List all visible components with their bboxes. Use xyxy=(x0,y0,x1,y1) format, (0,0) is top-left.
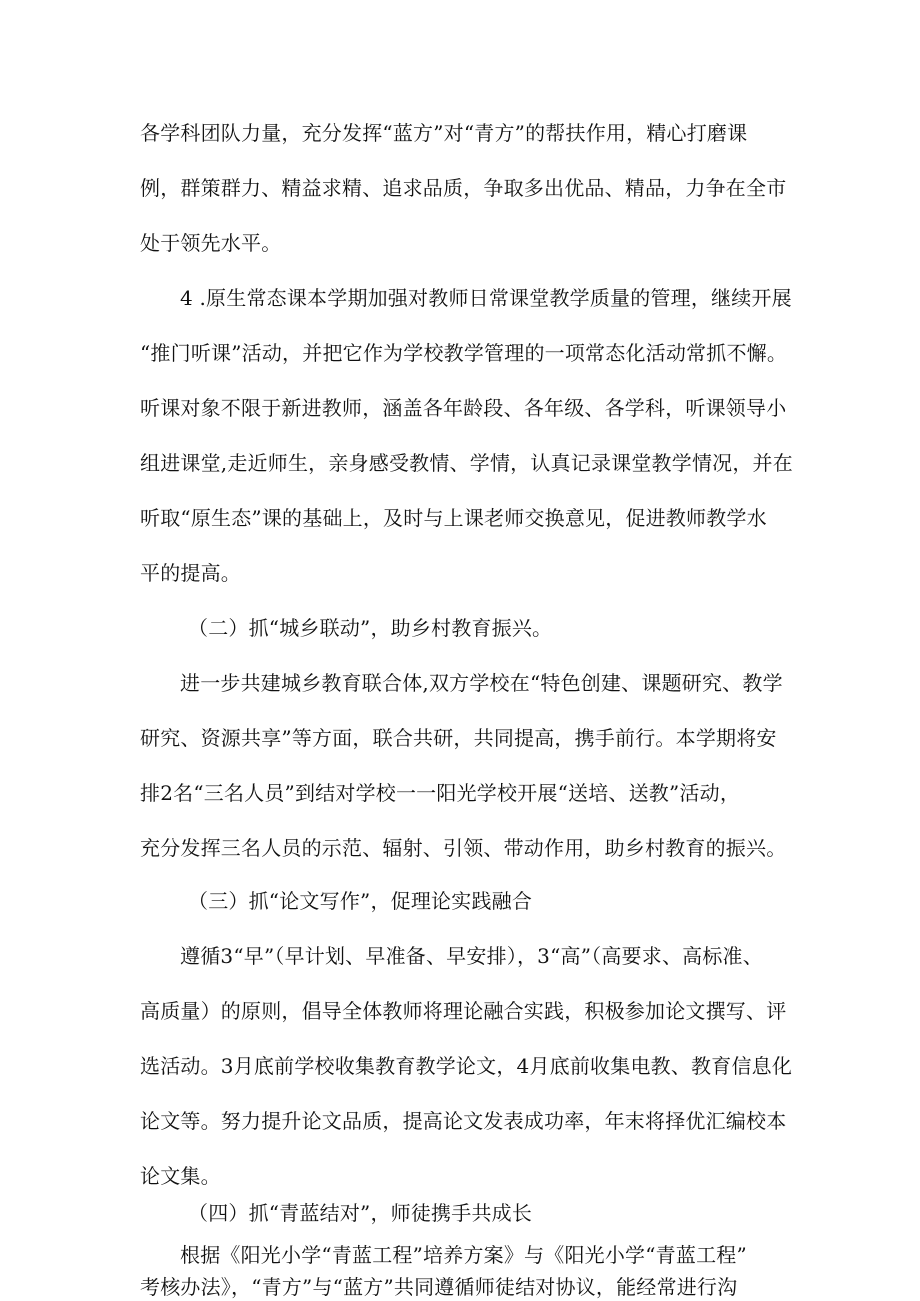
section-heading: （二）抓“城乡联动”，助乡村教育振兴。 xyxy=(188,616,553,640)
paragraph-line: 处于领先水平。 xyxy=(140,231,282,255)
paragraph-line: 高质量）的原则，倡导全体教师将理论融合实践，积极参加论文撰写、评 xyxy=(140,999,787,1023)
paragraph-line: 研究、资源共享”等方面，联合共研，共同提高，携手前行。本学期将安 xyxy=(140,726,777,750)
paragraph-line: 遵循3“早”（早计划、早准备、早安排），3“高”（高要求、高标准、 xyxy=(180,944,763,968)
paragraph-line: 论文集。 xyxy=(140,1164,221,1188)
section-heading: （四）抓“青蓝结对”，师徒携手共成长 xyxy=(188,1201,533,1225)
paragraph-line: 充分发挥三名人员的示范、辐射、引领、带动作用，助乡村教育的振兴。 xyxy=(140,836,787,860)
paragraph-line: 根据《阳光小学“青蓝工程”培养方案》与《阳光小学“青蓝工程” xyxy=(180,1243,747,1267)
paragraph-line: 论文等。努力提升论文品质，提高论文发表成功率，年末将择优汇编校本 xyxy=(140,1109,787,1133)
section-heading: （三）抓“论文写作”，促理论实践融合 xyxy=(188,889,533,913)
paragraph-line: 选活动。3月底前学校收集教育教学论文，4月底前收集电教、教育信息化 xyxy=(140,1054,793,1078)
paragraph-line: 例，群策群力、精益求精、追求品质，争取多出优品、精品，力争在全市 xyxy=(140,176,787,200)
paragraph-line: 听取“原生态”课的基础上，及时与上课老师交换意见，促进教师教学水 xyxy=(140,506,767,530)
paragraph-line: 考核办法》，“青方”与“蓝方”共同遵循师徒结对协议，能经常进行沟 xyxy=(140,1275,738,1299)
paragraph-line: 听课对象不限于新进教师，涵盖各年龄段、各年级、各学科，听课领导小 xyxy=(140,396,787,420)
paragraph-line: 平的提高。 xyxy=(140,561,241,585)
paragraph-line: 排2名“三名人员”到结对学校一一阳光学校开展“送培、送教”活动， xyxy=(140,781,741,805)
paragraph-line: “推门听课”活动，并把它作为学校教学管理的一项常态化活动常抓不懈。 xyxy=(140,341,788,365)
paragraph-line: 进一步共建城乡教育联合体,双方学校在“特色创建、课题研究、教学 xyxy=(180,671,783,695)
paragraph-line: 各学科团队力量，充分发挥“蓝方”对“青方”的帮扶作用，精心打磨课 xyxy=(140,121,748,145)
paragraph-line: 组进课堂,走近师生，亲身感受教情、学情，认真记录课堂教学情况，并在 xyxy=(140,451,793,475)
paragraph-line: 4 .原生常态课本学期加强对教师日常课堂教学质量的管理，继续开展 xyxy=(180,286,792,310)
